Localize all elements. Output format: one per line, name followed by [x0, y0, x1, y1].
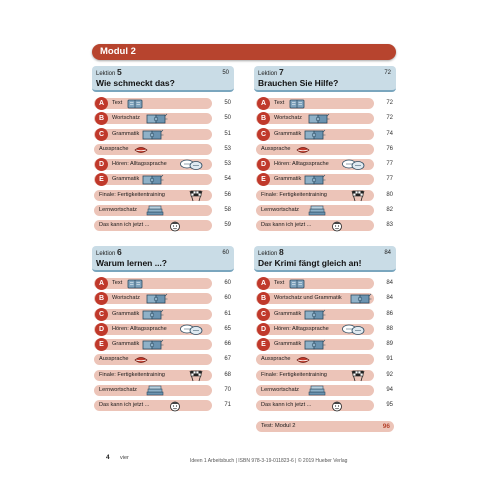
speech-bubble-icon	[179, 323, 203, 335]
puzzle-icon	[142, 338, 164, 350]
row-page: 68	[224, 371, 231, 378]
section-letter: C	[95, 308, 108, 321]
lesson-word: Lektion	[96, 251, 116, 257]
toc-row[interactable]	[92, 292, 234, 305]
row-page: 58	[224, 207, 231, 214]
lesson-number: 6	[117, 247, 122, 257]
puzzle-icon	[308, 112, 330, 124]
row-label: Grammatik	[274, 176, 302, 183]
toc-row[interactable]	[92, 219, 234, 232]
section-letter: D	[257, 323, 270, 336]
lesson-header[interactable]	[254, 246, 396, 272]
section-letter: A	[257, 277, 270, 290]
puzzle-icon	[146, 292, 168, 304]
toc-row[interactable]	[92, 97, 234, 110]
row-page: 77	[386, 161, 393, 168]
toc-row[interactable]	[92, 204, 234, 217]
row-label: Aussprache	[99, 145, 129, 152]
lesson-title: Wie schmeckt das?	[96, 78, 175, 88]
lesson-number: 7	[279, 67, 284, 77]
row-label: Aussprache	[99, 356, 129, 363]
section-letter: E	[95, 173, 108, 186]
face-icon	[169, 219, 181, 231]
row-page: 88	[386, 325, 393, 332]
lesson-title: Warum lernen ...?	[96, 258, 168, 268]
row-page: 91	[386, 356, 393, 363]
section-letter: D	[257, 158, 270, 171]
section-letter: B	[95, 112, 108, 125]
toc-row[interactable]	[92, 112, 234, 125]
toc-row[interactable]	[92, 158, 234, 171]
row-page: 86	[386, 310, 393, 317]
row-page: 72	[386, 100, 393, 106]
row-page: 60	[224, 295, 231, 302]
checkered-flag-icon	[187, 369, 205, 381]
row-page: 53	[224, 145, 231, 152]
row-label: Grammatik	[274, 130, 302, 137]
toc-row[interactable]	[254, 143, 396, 156]
lesson-rows	[92, 97, 234, 232]
lesson-header[interactable]	[254, 66, 396, 92]
face-icon	[169, 399, 181, 411]
lesson-title: Der Krimi fängt gleich an!	[258, 258, 362, 268]
toc-row[interactable]	[254, 128, 396, 141]
toc-row[interactable]	[254, 384, 396, 397]
speech-bubble-icon	[341, 158, 365, 170]
row-page: 89	[386, 341, 393, 348]
row-page: 84	[386, 280, 393, 286]
row-label: Grammatik	[274, 310, 302, 317]
puzzle-icon	[142, 173, 164, 185]
lesson-number-line	[258, 69, 392, 78]
row-page: 70	[224, 387, 231, 394]
section-letter: E	[95, 338, 108, 351]
lesson-title: Brauchen Sie Hilfe?	[258, 78, 339, 88]
lesson-panel	[254, 66, 396, 235]
row-page: 82	[386, 207, 393, 214]
row-label: Das kann ich jetzt ...	[261, 222, 312, 229]
toc-row[interactable]	[92, 399, 234, 412]
toc-row[interactable]	[92, 353, 234, 366]
speech-bubble-icon	[341, 323, 365, 335]
lesson-rows	[92, 277, 234, 412]
row-label: Grammatik	[112, 310, 140, 317]
row-label: Das kann ich jetzt ...	[261, 402, 312, 409]
row-label: Wortschatz	[112, 115, 140, 122]
checkered-flag-icon	[349, 369, 367, 381]
row-page: 59	[224, 222, 231, 229]
lesson-word: Lektion	[258, 71, 278, 77]
row-label: Finale: Fertigkeitentraining	[261, 371, 327, 378]
row-page: 66	[224, 341, 231, 348]
test-row[interactable]	[254, 420, 396, 433]
row-label: Lernwortschatz	[261, 387, 299, 394]
toc-row[interactable]	[254, 277, 396, 290]
lesson-rows	[254, 97, 396, 232]
section-letter: C	[95, 128, 108, 141]
checkered-flag-icon	[187, 189, 205, 201]
lesson-page: 50	[222, 70, 229, 76]
book-icon	[127, 97, 143, 109]
toc-row[interactable]	[254, 353, 396, 366]
lesson-number-line	[96, 69, 230, 78]
row-page: 71	[224, 402, 231, 409]
row-page: 65	[224, 325, 231, 332]
row-page: 95	[386, 402, 393, 409]
puzzle-icon	[142, 308, 164, 320]
section-letter: A	[95, 277, 108, 290]
row-page: 72	[386, 115, 393, 122]
module-title: Modul 2	[92, 44, 396, 60]
row-page: 80	[386, 191, 393, 198]
toc-row[interactable]	[254, 369, 396, 382]
puzzle-icon	[350, 292, 372, 304]
checkered-flag-icon	[349, 189, 367, 201]
lesson-page: 60	[222, 250, 229, 256]
lesson-word: Lektion	[96, 71, 116, 77]
toc-row[interactable]	[254, 97, 396, 110]
lesson-word: Lektion	[258, 251, 278, 257]
row-page: 61	[224, 310, 231, 317]
puzzle-icon	[304, 173, 326, 185]
toc-row[interactable]	[92, 143, 234, 156]
speech-bubble-icon	[179, 158, 203, 170]
toc-row[interactable]	[254, 292, 396, 305]
row-label: Aussprache	[261, 356, 291, 363]
book-icon	[127, 277, 143, 289]
lesson-number: 8	[279, 247, 284, 257]
row-label: Wortschatz	[274, 115, 302, 122]
face-icon	[331, 399, 343, 411]
row-label: Grammatik	[112, 130, 140, 137]
lesson-header[interactable]	[92, 66, 234, 92]
lesson-number: 5	[117, 67, 122, 77]
row-label: Wortschatz und Grammatik	[274, 295, 342, 302]
section-letter: D	[95, 158, 108, 171]
book-stack-icon	[145, 384, 165, 396]
lesson-page: 72	[384, 70, 391, 76]
toc-row[interactable]	[92, 369, 234, 382]
row-label: Lernwortschatz	[99, 207, 137, 214]
test-label: Test: Modul 2	[261, 423, 296, 429]
row-page: 76	[386, 145, 393, 152]
row-label: Text	[274, 280, 285, 286]
row-label: Hören: Alltagssprache	[274, 161, 329, 168]
row-page: 60	[224, 280, 231, 286]
row-label: Text	[274, 100, 285, 106]
row-label: Das kann ich jetzt ...	[99, 402, 150, 409]
toc-row[interactable]	[92, 338, 234, 351]
toc-row[interactable]	[92, 308, 234, 321]
lesson-number-line	[258, 249, 392, 258]
section-letter: B	[257, 112, 270, 125]
row-page: 77	[386, 176, 393, 183]
row-label: Wortschatz	[112, 295, 140, 302]
row-page: 54	[224, 176, 231, 183]
row-page: 56	[224, 191, 231, 198]
face-icon	[331, 219, 343, 231]
footer-info: Ideen 1 Arbeitsbuch | ISBN 978-3-19-011823-6 | © 2019 Hueber Verlag	[190, 458, 348, 464]
puzzle-icon	[142, 128, 164, 140]
section-letter: D	[95, 323, 108, 336]
test-page: 96	[382, 422, 390, 430]
toc-row[interactable]	[254, 399, 396, 412]
row-label: Hören: Alltagssprache	[274, 325, 329, 332]
puzzle-icon	[304, 128, 326, 140]
row-page: 50	[224, 100, 231, 106]
section-letter: C	[257, 308, 270, 321]
section-letter: A	[95, 97, 108, 110]
section-letter: C	[257, 128, 270, 141]
toc-row[interactable]	[92, 277, 234, 290]
toc-row[interactable]	[254, 308, 396, 321]
toc-row[interactable]	[254, 219, 396, 232]
lesson-number-line	[96, 249, 230, 258]
book-icon	[289, 277, 305, 289]
book-stack-icon	[307, 204, 327, 216]
row-page: 92	[386, 371, 393, 378]
book-stack-icon	[307, 384, 327, 396]
row-label: Aussprache	[261, 145, 291, 152]
row-label: Hören: Alltagssprache	[112, 325, 167, 332]
row-label: Grammatik	[112, 176, 140, 183]
row-page: 83	[386, 222, 393, 229]
row-label: Grammatik	[274, 341, 302, 348]
lesson-panel	[92, 246, 234, 415]
toc-row[interactable]	[92, 173, 234, 186]
puzzle-icon	[146, 112, 168, 124]
section-letter: E	[257, 173, 270, 186]
row-label: Text	[112, 280, 123, 286]
mouth-icon	[295, 143, 311, 155]
book-stack-icon	[145, 204, 165, 216]
toc-row[interactable]	[254, 204, 396, 217]
section-letter: B	[95, 292, 108, 305]
book-icon	[289, 97, 305, 109]
toc-row[interactable]	[254, 189, 396, 202]
lesson-panel	[92, 66, 234, 235]
toc-row[interactable]	[254, 338, 396, 351]
toc-row[interactable]	[254, 323, 396, 336]
toc-row[interactable]	[254, 112, 396, 125]
footer-page-word: vier	[120, 455, 129, 461]
row-label: Lernwortschatz	[99, 387, 137, 394]
row-label: Grammatik	[112, 341, 140, 348]
row-label: Lernwortschatz	[261, 207, 299, 214]
row-page: 84	[386, 295, 393, 302]
toc-row[interactable]	[254, 158, 396, 171]
puzzle-icon	[304, 338, 326, 350]
toc-row[interactable]	[92, 128, 234, 141]
footer-page-number: 4	[106, 454, 110, 461]
row-page: 50	[224, 115, 231, 122]
row-page: 94	[386, 387, 393, 394]
row-label: Finale: Fertigkeitentraining	[99, 371, 165, 378]
puzzle-icon	[304, 308, 326, 320]
toc-row[interactable]	[92, 323, 234, 336]
row-label: Finale: Fertigkeitentraining	[99, 191, 165, 198]
section-letter: A	[257, 97, 270, 110]
row-label: Text	[112, 100, 123, 106]
lesson-page: 84	[384, 250, 391, 256]
row-label: Das kann ich jetzt ...	[99, 222, 150, 229]
toc-row[interactable]	[92, 189, 234, 202]
row-page: 53	[224, 161, 231, 168]
lesson-rows	[254, 277, 396, 412]
row-page: 67	[224, 356, 231, 363]
mouth-icon	[133, 353, 149, 365]
row-page: 74	[386, 130, 393, 137]
mouth-icon	[133, 143, 149, 155]
row-label: Hören: Alltagssprache	[112, 161, 167, 168]
toc-row[interactable]	[92, 384, 234, 397]
section-letter: B	[257, 292, 270, 305]
lesson-panel	[254, 246, 396, 415]
mouth-icon	[295, 353, 311, 365]
row-label: Finale: Fertigkeitentraining	[261, 191, 327, 198]
toc-row[interactable]	[254, 173, 396, 186]
lesson-header[interactable]	[92, 246, 234, 272]
row-page: 51	[224, 130, 231, 137]
section-letter: E	[257, 338, 270, 351]
